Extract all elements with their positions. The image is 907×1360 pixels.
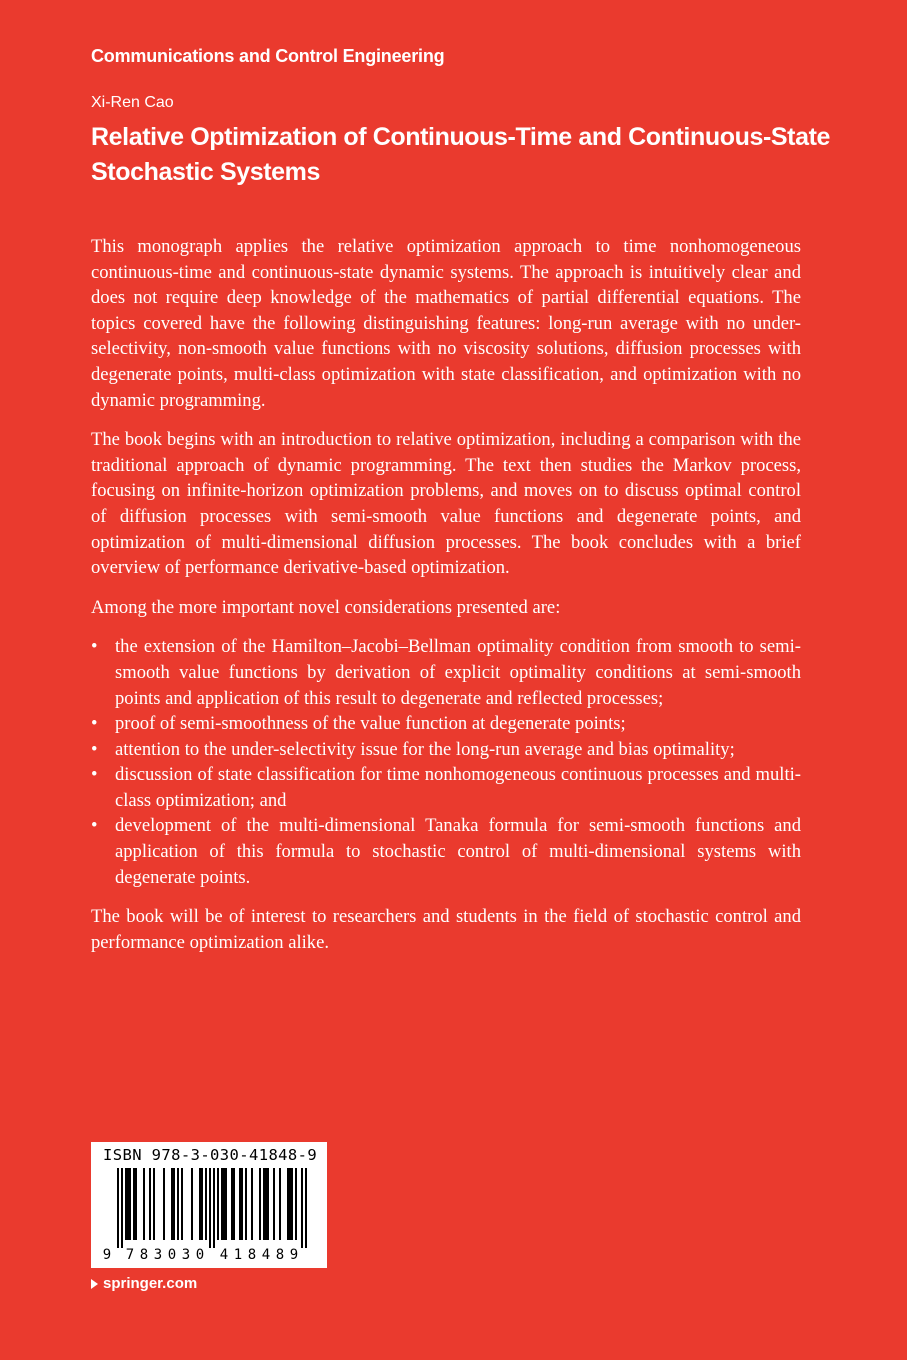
barcode-bar <box>233 1168 235 1240</box>
list-item <box>91 634 801 711</box>
closing-paragraph: The book will be of interest to researchers and students in the field of stochastic control and performance optimization alike. <box>91 906 801 953</box>
barcode-digit: 3 <box>153 1247 163 1263</box>
description-paragraph-1: This monograph applies the relative optimization approach to time nonhomogeneous continuous-time and continuous-state dynamic systems. The approach is intuitively clear and does not require deep knowledge of the mathematics of partial differential equations. The topics covered have the following distinguishing features: long-run average with no under-selectivity, non-smooth value functions with no viscosity solutions, diffusion processes with degenerate points, multi-class optimization with state classification, and optimization with no dynamic programming. <box>91 236 801 411</box>
barcode-bar <box>201 1168 203 1240</box>
barcode-bar <box>263 1168 265 1240</box>
barcode-bar <box>291 1168 293 1240</box>
barcode-digit: 9 <box>289 1247 299 1263</box>
barcode-digit: 8 <box>247 1247 257 1263</box>
barcode-bar <box>191 1168 193 1240</box>
barcode-bar <box>279 1168 281 1240</box>
arrow-right-icon <box>91 1279 98 1289</box>
barcode-bar <box>135 1168 137 1240</box>
barcode-bar <box>181 1168 183 1240</box>
barcode-bar <box>199 1168 201 1240</box>
barcode-bar <box>245 1168 247 1240</box>
author-name: Xi-Ren Cao <box>91 94 174 111</box>
series-name: Communications and Control Engineering <box>91 46 445 66</box>
bullet-icon: • <box>91 764 98 786</box>
barcode-digit: 7 <box>125 1247 135 1263</box>
list-item-text: attention to the under-selectivity issue for the long-run average and bias optimality; <box>115 738 735 760</box>
publisher-link[interactable] <box>91 1275 197 1292</box>
barcode-digit: 8 <box>139 1247 149 1263</box>
book-title: Relative Optimization of Continuous-Time and Continuous-State Stochastic Systems <box>91 123 831 186</box>
list-item-text: the extension of the Hamilton–Jacobi–Bellman optimality condition from smooth to semi-smooth value functions by derivation of explicit optimality conditions at semi-smooth points and application of this result to degenerate and reflected processes; <box>115 636 801 709</box>
barcode-bar <box>239 1168 241 1240</box>
barcode-bar <box>163 1168 165 1240</box>
barcode-bar <box>217 1168 219 1240</box>
barcode-bar <box>223 1168 225 1240</box>
barcode-digit: 8 <box>275 1247 285 1263</box>
barcode-bar <box>213 1168 215 1248</box>
bullet-icon: • <box>91 815 98 837</box>
barcode-bar <box>117 1168 119 1248</box>
barcode-digit: 0 <box>195 1247 205 1263</box>
bullet-icon: • <box>91 738 98 760</box>
list-item-text: discussion of state classification for time nonhomogeneous continuous processes and multi-class optimization; and <box>115 764 801 811</box>
bullet-icon: • <box>91 636 98 658</box>
barcode-bar <box>295 1168 297 1240</box>
list-item <box>91 711 801 737</box>
barcode-digit: 4 <box>219 1247 229 1263</box>
barcode-bar <box>209 1168 211 1248</box>
barcode-bar <box>241 1168 243 1240</box>
isbn-label: ISBN 978-3-030-41848-9 <box>103 1146 318 1164</box>
barcode-digit: 9 <box>102 1247 112 1263</box>
barcode-bar <box>171 1168 173 1240</box>
barcode-digit: 1 <box>233 1247 243 1263</box>
list-item <box>91 737 801 763</box>
barcode-bar <box>301 1168 303 1248</box>
barcode-bar <box>267 1168 269 1240</box>
barcode-bar <box>205 1168 207 1240</box>
barcode-bar <box>125 1168 127 1240</box>
barcode-bar <box>259 1168 261 1240</box>
barcode-bar <box>173 1168 175 1240</box>
barcode-bar <box>143 1168 145 1240</box>
considerations-list <box>91 634 801 890</box>
barcode-bar <box>153 1168 155 1240</box>
barcode-digit: 4 <box>261 1247 271 1263</box>
list-item <box>91 813 801 890</box>
barcode-bar <box>121 1168 123 1248</box>
list-item <box>91 762 801 813</box>
publisher-url: springer.com <box>103 1275 198 1292</box>
list-item-text: proof of semi-smoothness of the value function at degenerate points; <box>115 713 626 735</box>
barcode-bar <box>149 1168 151 1240</box>
barcode-bar <box>287 1168 289 1240</box>
barcode-bar <box>177 1168 179 1240</box>
barcode-bar <box>305 1168 307 1248</box>
description-paragraph-2: The book begins with an introduction to relative optimization, including a comparison with the traditional approach of dynamic programming. The text then studies the Markov process, focusing on infinite-horizon optimization problems, and moves on to discuss optimal control of diffusion processes with semi-smooth value functions and degenerate points, and optimization of multi-dimensional diffusion processes. The book concludes with a brief overview of performance derivative-based optimization. <box>91 429 801 579</box>
barcode-bar <box>221 1168 223 1240</box>
list-intro: Among the more important novel considerations presented are: <box>91 596 561 618</box>
barcode-digit: 3 <box>181 1247 191 1263</box>
barcode-bar <box>127 1168 129 1240</box>
barcode-bar <box>231 1168 233 1240</box>
bullet-icon: • <box>91 713 98 735</box>
barcode-digit: 0 <box>167 1247 177 1263</box>
barcode-bar <box>251 1168 253 1240</box>
book-description <box>91 234 801 969</box>
barcode-bar <box>265 1168 267 1240</box>
barcode <box>91 1142 327 1268</box>
barcode-bar <box>289 1168 291 1240</box>
barcode-bar <box>225 1168 227 1240</box>
list-item-text: development of the multi-dimensional Tanaka formula for semi-smooth functions and application of this formula to stochastic control of multi-dimensional systems with degenerate points. <box>115 815 801 888</box>
barcode-bar <box>273 1168 275 1240</box>
barcode-bar <box>133 1168 135 1240</box>
barcode-bar <box>129 1168 131 1240</box>
